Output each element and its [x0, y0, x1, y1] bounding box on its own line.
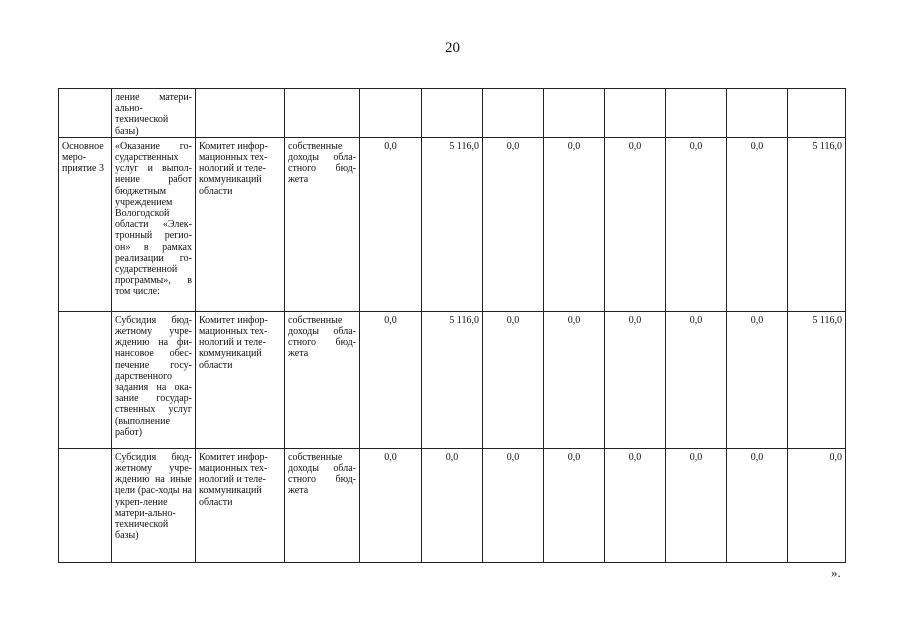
value-cell: 5 116,0 — [788, 137, 846, 311]
source-cell: собственные доходы обла-стного бюд-жета — [285, 448, 360, 562]
source-cell: собственные доходы обла-стного бюд-жета — [285, 311, 360, 448]
description-cell: ление матери-ально-технической базы) — [112, 89, 196, 138]
source-cell: собственные доходы обла-стного бюд-жета — [285, 137, 360, 311]
value-cell: 0,0 — [360, 137, 422, 311]
value-cell: 0,0 — [360, 448, 422, 562]
value-cell: 0,0 — [422, 448, 483, 562]
executor-cell: Комитет инфор-мационных тех-нологий и теле-коммуникаций области — [196, 311, 285, 448]
executor-cell: Комитет инфор-мационных тех-нологий и теле-коммуникаций области — [196, 137, 285, 311]
value-cell: 0,0 — [666, 311, 727, 448]
budget-table — [58, 88, 846, 563]
table-row — [59, 137, 846, 311]
value-cell: 5 116,0 — [788, 311, 846, 448]
value-cell: 0,0 — [483, 311, 544, 448]
value-cell: 0,0 — [727, 448, 788, 562]
value-cell: 0,0 — [666, 137, 727, 311]
page-number: 20 — [445, 40, 460, 56]
value-cell: 0,0 — [483, 448, 544, 562]
value-cell: 0,0 — [727, 311, 788, 448]
description-cell: Субсидия бюд-жетному учре-ждению на фи-нансовое обес-печение госу-дарственного задания на ока-зание государ-ственных услуг (выполнение работ) — [112, 311, 196, 448]
value-cell — [483, 89, 544, 138]
measure-cell — [59, 448, 112, 562]
value-cell: 0,0 — [483, 137, 544, 311]
value-cell: 5 116,0 — [422, 311, 483, 448]
measure-cell — [59, 311, 112, 448]
executor-cell — [196, 89, 285, 138]
value-cell — [544, 89, 605, 138]
source-cell — [285, 89, 360, 138]
value-cell: 0,0 — [605, 137, 666, 311]
value-cell — [727, 89, 788, 138]
table-row — [59, 448, 846, 562]
value-cell: 0,0 — [727, 137, 788, 311]
value-cell: 0,0 — [544, 137, 605, 311]
description-cell: Субсидия бюд-жетному учре-ждению на иные цели (рас-ходы на укреп-ление матери-ально-технической базы) — [112, 448, 196, 562]
table-row — [59, 89, 846, 138]
measure-cell — [59, 89, 112, 138]
table-row — [59, 311, 846, 448]
value-cell: 0,0 — [605, 448, 666, 562]
value-cell: 0,0 — [788, 448, 846, 562]
value-cell — [605, 89, 666, 138]
value-cell — [360, 89, 422, 138]
value-cell: 0,0 — [544, 448, 605, 562]
value-cell: 0,0 — [360, 311, 422, 448]
measure-cell: Основное меро-приятие 3 — [59, 137, 112, 311]
value-cell: 0,0 — [544, 311, 605, 448]
value-cell — [788, 89, 846, 138]
value-cell: 0,0 — [605, 311, 666, 448]
value-cell: 5 116,0 — [422, 137, 483, 311]
closing-quote-mark: ». — [831, 565, 841, 580]
value-cell — [422, 89, 483, 138]
value-cell — [666, 89, 727, 138]
description-cell: «Оказание го-сударственных услуг и выпол-нение работ бюджетным учреждением Вологодской области «Элек-тронный регио-он» в рамках реализации го-сударственной программы», в том числе: — [112, 137, 196, 311]
value-cell: 0,0 — [666, 448, 727, 562]
executor-cell: Комитет инфор-мационных тех-нологий и теле-коммуникаций области — [196, 448, 285, 562]
